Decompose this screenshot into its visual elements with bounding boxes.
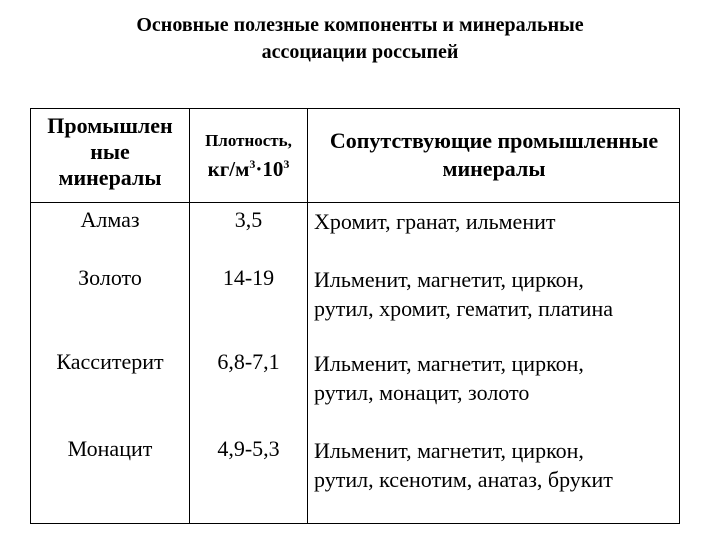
minerals-table	[30, 108, 680, 524]
header-density: Плотность, $кг/м^3\cdot 10^3$	[205, 131, 292, 181]
title-line-2: ассоциации россыпей	[261, 41, 459, 63]
title-line-1: Основные полезные компоненты и минеральные	[136, 14, 584, 36]
table-row-associated: Ильменит, магнетит, циркон, рутил, монацит, золото	[314, 351, 584, 405]
header-divider	[31, 202, 679, 203]
table-row-density: 6,8-7,1	[217, 349, 280, 374]
table-row-associated: Ильменит, магнетит, циркон, рутил, ксенотим, анатаз, брукит	[314, 438, 613, 492]
table-row-density: 4,9-5,3	[217, 436, 280, 461]
table-row-mineral: Монацит	[67, 436, 153, 461]
table-row-density: 3,5	[234, 207, 263, 232]
table-row-mineral: Золото	[78, 265, 142, 290]
table-row-density: 14-19	[222, 265, 275, 290]
header-associated-minerals: Сопутствующие промышленные минералы	[329, 128, 659, 181]
table-row-associated: Хромит, гранат, ильменит	[314, 209, 556, 234]
table-row-mineral: Алмаз	[80, 207, 140, 232]
page-title	[0, 12, 720, 66]
table-row-associated: Ильменит, магнетит, циркон, рутил, хромит, гематит, платина	[314, 267, 613, 321]
header-industrial-minerals: Промышлен ные минералы	[47, 113, 173, 190]
table-row-mineral: Касситерит	[56, 349, 164, 374]
